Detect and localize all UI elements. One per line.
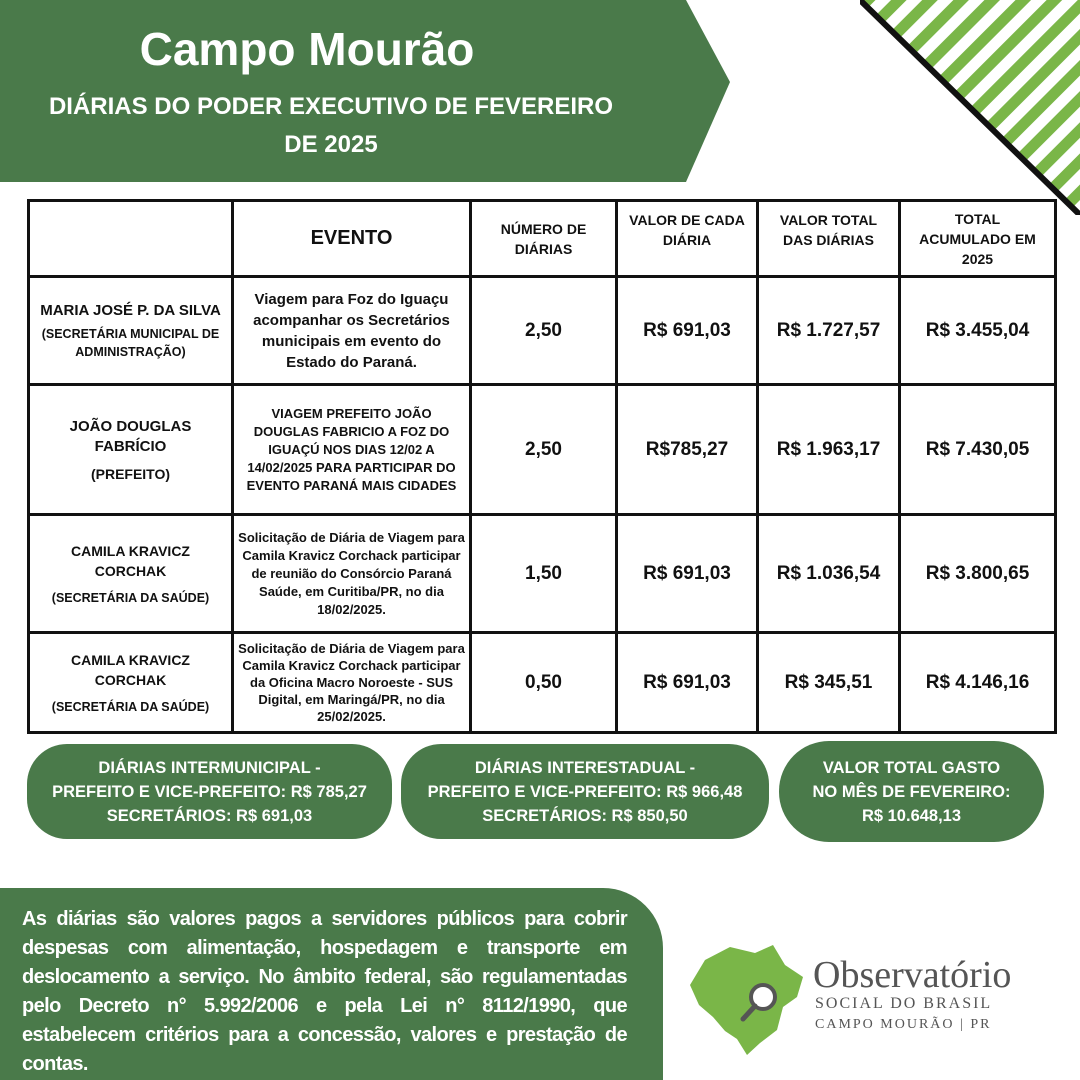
header-total bbox=[758, 201, 900, 277]
servidor-role bbox=[34, 325, 227, 361]
diarias-table bbox=[27, 199, 1057, 734]
numero-cell: 0,50 bbox=[471, 633, 617, 733]
acumulado-cell: R$ 7.430,05 bbox=[900, 385, 1056, 515]
total-l2: NO MÊS DE FEVEREIRO: bbox=[812, 782, 1011, 801]
header-numero bbox=[471, 201, 617, 277]
acumulado-cell: R$ 3.800,65 bbox=[900, 515, 1056, 633]
header-acumulado bbox=[900, 201, 1056, 277]
servidor-name: CAMILA KRAVICZ CORCHAK bbox=[71, 651, 190, 688]
acumulado-cell: R$ 3.455,04 bbox=[900, 277, 1056, 385]
table-header-row bbox=[29, 201, 1056, 277]
valor-cell: R$ 691,03 bbox=[617, 515, 758, 633]
servidor-cell bbox=[29, 633, 233, 733]
table-row bbox=[29, 633, 1056, 733]
servidor-role: (SECRETÁRIA DA SAÚDE) bbox=[51, 699, 210, 714]
header-total-l1: VALOR TOTAL bbox=[779, 212, 878, 228]
subtitle-line-2: DE 2025 bbox=[284, 131, 378, 158]
servidor-role: (SECRETÁRIA DA SAÚDE) bbox=[51, 590, 210, 605]
total-summary bbox=[779, 741, 1044, 842]
header-valor-l1: VALOR DE CADA bbox=[629, 212, 745, 228]
interestadual-summary bbox=[401, 744, 769, 839]
servidor-cell bbox=[29, 277, 233, 385]
acumulado-cell: R$ 4.146,16 bbox=[900, 633, 1056, 733]
servidor-name: JOÃO DOUGLAS FABRÍCIO bbox=[69, 417, 192, 455]
header-acum-l3: 2025 bbox=[961, 250, 994, 267]
evento-cell: Viagem para Foz do Iguaçu acompanhar os Secretários municipais em evento do Estado do Paraná. bbox=[233, 277, 471, 385]
page-title: Campo Mourão bbox=[139, 23, 475, 75]
decorative-stripes bbox=[860, 0, 1080, 215]
total-l1: VALOR TOTAL GASTO bbox=[822, 758, 1001, 777]
header-valor-l2: DIÁRIA bbox=[662, 232, 712, 248]
evento-cell: Solicitação de Diária de Viagem para Camila Kravicz Corchack participar da Oficina Macro Noroeste - SUS Digital, em Maringá/PR, no dia 25/02/2025. bbox=[233, 633, 471, 733]
header-evento: EVENTO bbox=[233, 201, 471, 277]
info-note-text: As diárias são valores pagos a servidores públicos para cobrir despesas com alimentação, hospedagem e transporte em deslocamento a serviço. No âmbito federal, são regulamentadas pelo Decreto n° 5.992/2006 e pela Lei n° 8112/1990, que estabelecem critérios para a concessão, valores e prestação de contas. bbox=[22, 908, 627, 1075]
header-numero-l1: NÚMERO DE bbox=[500, 220, 587, 237]
intermunicipal-l3: SECRETÁRIOS: R$ 691,03 bbox=[106, 806, 313, 825]
intermunicipal-l2: PREFEITO E VICE-PREFEITO: R$ 785,27 bbox=[52, 782, 367, 801]
servidor-role-l1: (SECRETÁRIA MUNICIPAL DE bbox=[41, 326, 220, 341]
evento-cell: Solicitação de Diária de Viagem para Camila Kravicz Corchack participar de reunião do Consórcio Paraná Saúde, em Curitiba/PR, no dia 18/02/2025. bbox=[233, 515, 471, 633]
valor-cell: R$ 691,03 bbox=[617, 633, 758, 733]
header-valor bbox=[617, 201, 758, 277]
page-subtitle bbox=[10, 88, 652, 164]
valor-cell: R$ 691,03 bbox=[617, 277, 758, 385]
logo-city: CAMPO MOURÃO | PR bbox=[815, 1017, 992, 1032]
valor-cell: R$785,27 bbox=[617, 385, 758, 515]
interestadual-l1: DIÁRIAS INTERESTADUAL - bbox=[474, 758, 696, 777]
observatorio-logo bbox=[685, 935, 1045, 1060]
logo-title: Observatório bbox=[813, 954, 1012, 996]
servidor-role-l2: ADMINISTRAÇÃO) bbox=[75, 344, 186, 359]
total-l3: R$ 10.648,13 bbox=[861, 806, 962, 825]
table-row bbox=[29, 515, 1056, 633]
subtitle-line-1: DIÁRIAS DO PODER EXECUTIVO DE FEVEREIRO bbox=[48, 93, 614, 120]
total-cell: R$ 1.727,57 bbox=[758, 277, 900, 385]
servidor-cell bbox=[29, 515, 233, 633]
numero-cell: 2,50 bbox=[471, 385, 617, 515]
header-acum-l2: ACUMULADO EM bbox=[919, 230, 1036, 247]
info-note-box bbox=[0, 888, 663, 1080]
total-cell: R$ 345,51 bbox=[758, 633, 900, 733]
intermunicipal-summary bbox=[27, 744, 392, 839]
servidor-name: CAMILA KRAVICZ CORCHAK bbox=[71, 542, 190, 579]
header-acum-l1: TOTAL bbox=[954, 210, 1001, 227]
intermunicipal-l1: DIÁRIAS INTERMUNICIPAL - bbox=[98, 758, 321, 777]
evento-cell: VIAGEM PREFEITO JOÃO DOUGLAS FABRICIO A FOZ DO IGUAÇÚ NOS DIAS 12/02 A 14/02/2025 PARA PARTICIPAR DO EVENTO PARANÁ MAIS CIDADES bbox=[233, 385, 471, 515]
table-row bbox=[29, 385, 1056, 515]
numero-cell: 1,50 bbox=[471, 515, 617, 633]
header-total-l2: DAS DIÁRIAS bbox=[782, 232, 874, 248]
servidor-role: (PREFEITO) bbox=[90, 465, 171, 482]
servidor-cell bbox=[29, 385, 233, 515]
total-cell: R$ 1.036,54 bbox=[758, 515, 900, 633]
logo-subtitle: SOCIAL DO BRASIL bbox=[815, 995, 993, 1012]
servidor-name: MARIA JOSÉ P. DA SILVA bbox=[40, 301, 221, 319]
interestadual-l3: SECRETÁRIOS: R$ 850,50 bbox=[482, 806, 688, 825]
header-empty-cell bbox=[29, 201, 233, 277]
total-cell: R$ 1.963,17 bbox=[758, 385, 900, 515]
header-numero-l2: DIÁRIAS bbox=[514, 240, 573, 257]
brazil-map-icon bbox=[685, 935, 810, 1060]
numero-cell: 2,50 bbox=[471, 277, 617, 385]
interestadual-l2: PREFEITO E VICE-PREFEITO: R$ 966,48 bbox=[427, 782, 743, 801]
table-row bbox=[29, 277, 1056, 385]
